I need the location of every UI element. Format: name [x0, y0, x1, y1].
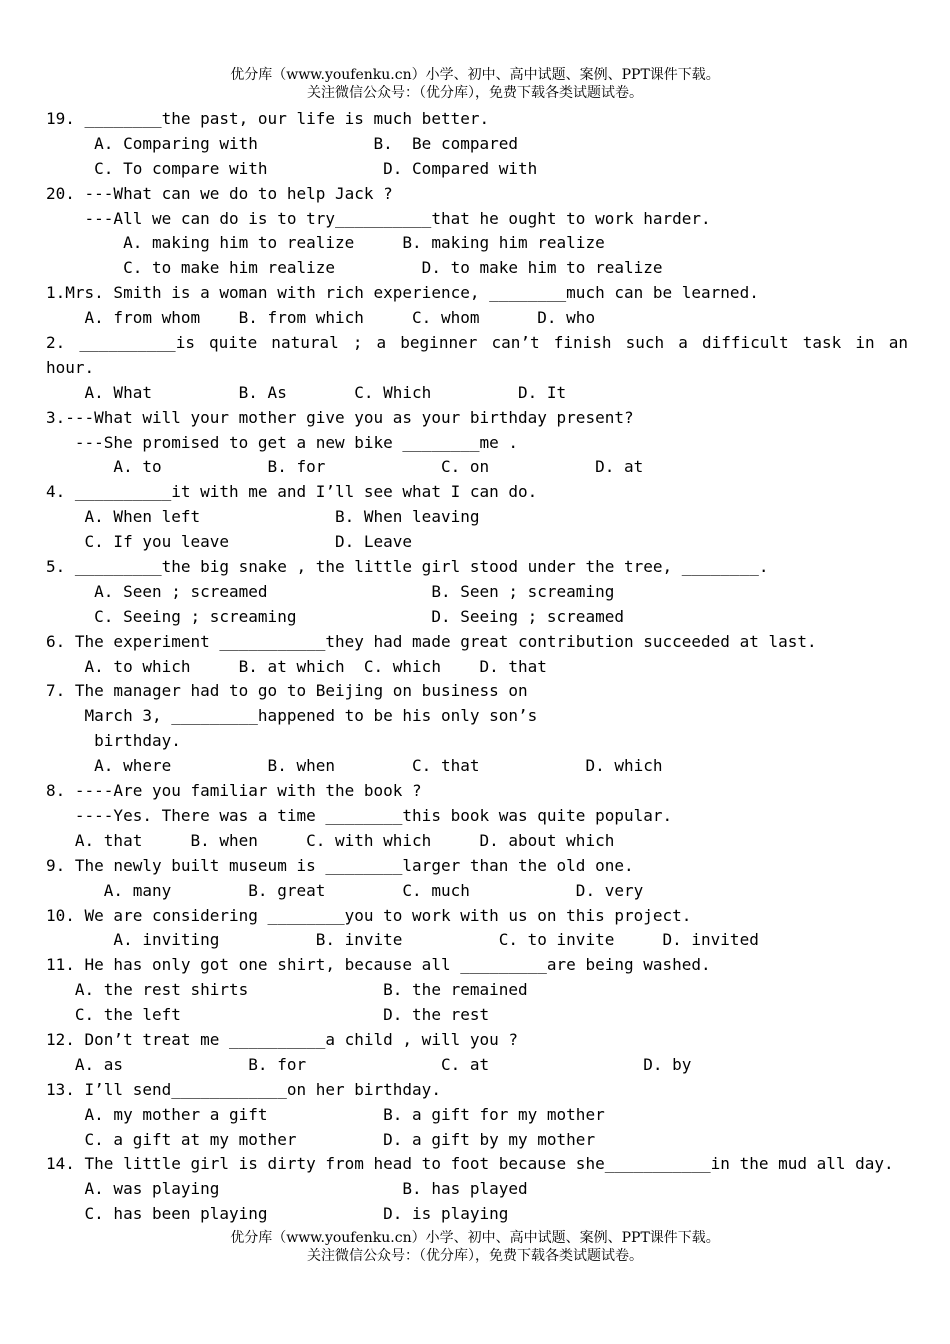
page-header [0, 66, 950, 102]
question-line: ----Yes. There was a time ________this book was quite popular. [46, 805, 673, 825]
page-footer [0, 1229, 950, 1265]
question-line: A. as B. for C. at D. by [46, 1054, 692, 1074]
question-line: ---She promised to get a new bike ________me . [46, 432, 519, 452]
question-line: A. my mother a gift B. a gift for my mother [46, 1104, 605, 1124]
question-line: A. was playing B. has played [46, 1179, 528, 1199]
question-line: C. the left D. the rest [46, 1005, 490, 1025]
question-line: C. has been playing D. is playing [46, 1204, 509, 1224]
question-line: A. Seen ; screamed B. Seen ; screaming [46, 581, 615, 601]
question-line: 13. I’ll send____________on her birthday. [46, 1079, 441, 1099]
question-line: 12. Don’t treat me __________a child , will you ? [46, 1029, 519, 1049]
question-line: C. If you leave D. Leave [46, 532, 413, 552]
header-line-2: 关注微信公众号：（优分库），免费下载各类试题试卷。 [307, 85, 643, 101]
question-line: C. Seeing ; screaming D. Seeing ; screamed [46, 606, 624, 626]
question-line: 7. The manager had to go to Beijing on business on [46, 681, 528, 701]
question-line: 9. The newly built museum is ________larger than the old one. [46, 855, 634, 875]
question-line: C. To compare with D. Compared with [46, 158, 538, 178]
question-line: C. a gift at my mother D. a gift by my mother [46, 1129, 596, 1149]
question-line: 2. __________is quite natural ; a beginner can’t finish such a difficult task in an [46, 333, 908, 353]
question-line: A. many B. great C. much D. very [46, 880, 644, 900]
question-line: A. to which B. at which C. which D. that [46, 656, 547, 676]
footer-line-2: 关注微信公众号：（优分库），免费下载各类试题试卷。 [307, 1248, 643, 1264]
question-line: A. that B. when C. with which D. about which [46, 830, 615, 850]
question-line: A. to B. for C. on D. at [46, 457, 644, 477]
question-line: hour. [46, 357, 95, 377]
question-line: A. where B. when C. that D. which [46, 756, 663, 776]
question-line: 11. He has only got one shirt, because all _________are being washed. [46, 955, 711, 975]
question-line: A. from whom B. from which C. whom D. who [46, 308, 596, 328]
question-line: ---All we can do is to try__________that he ought to work harder. [46, 208, 711, 228]
question-line: 6. The experiment ___________they had made great contribution succeeded at last. [46, 631, 817, 651]
question-line: March 3, _________happened to be his only son’s [46, 706, 538, 726]
question-line: A. Comparing with B. Be compared [46, 133, 519, 153]
footer-line-1: 优分库（www.youfenku.cn）小学、初中、高中试题、案例、PPT课件下载。 [230, 1230, 720, 1246]
question-line: 14. The little girl is dirty from head to foot because she___________in the mud all day. [46, 1154, 894, 1174]
question-line: 4. __________it with me and I’ll see what I can do. [46, 482, 538, 502]
question-line: A. making him to realize B. making him realize [46, 233, 605, 253]
question-line: C. to make him realize D. to make him to realize [46, 258, 663, 278]
question-line: birthday. [46, 731, 181, 751]
question-line: 10. We are considering ________you to work with us on this project. [46, 905, 692, 925]
question-line: 5. _________the big snake , the little girl stood under the tree, ________. [46, 557, 769, 577]
question-line: A. When left B. When leaving [46, 507, 480, 527]
question-line: A. the rest shirts B. the remained [46, 980, 528, 1000]
question-line: 1.Mrs. Smith is a woman with rich experience, ________much can be learned. [46, 283, 759, 303]
question-body [46, 107, 908, 1227]
question-line: 3.---What will your mother give you as your birthday present? [46, 407, 634, 427]
question-line: A. inviting B. invite C. to invite D. invited [46, 930, 759, 950]
question-line: A. What B. As C. Which D. It [46, 382, 567, 402]
question-line: 8. ----Are you familiar with the book ? [46, 781, 422, 801]
question-line: 20. ---What can we do to help Jack ? [46, 183, 393, 203]
header-line-1: 优分库（www.youfenku.cn）小学、初中、高中试题、案例、PPT课件下载。 [230, 67, 720, 83]
question-line: 19. ________the past, our life is much better. [46, 109, 490, 128]
